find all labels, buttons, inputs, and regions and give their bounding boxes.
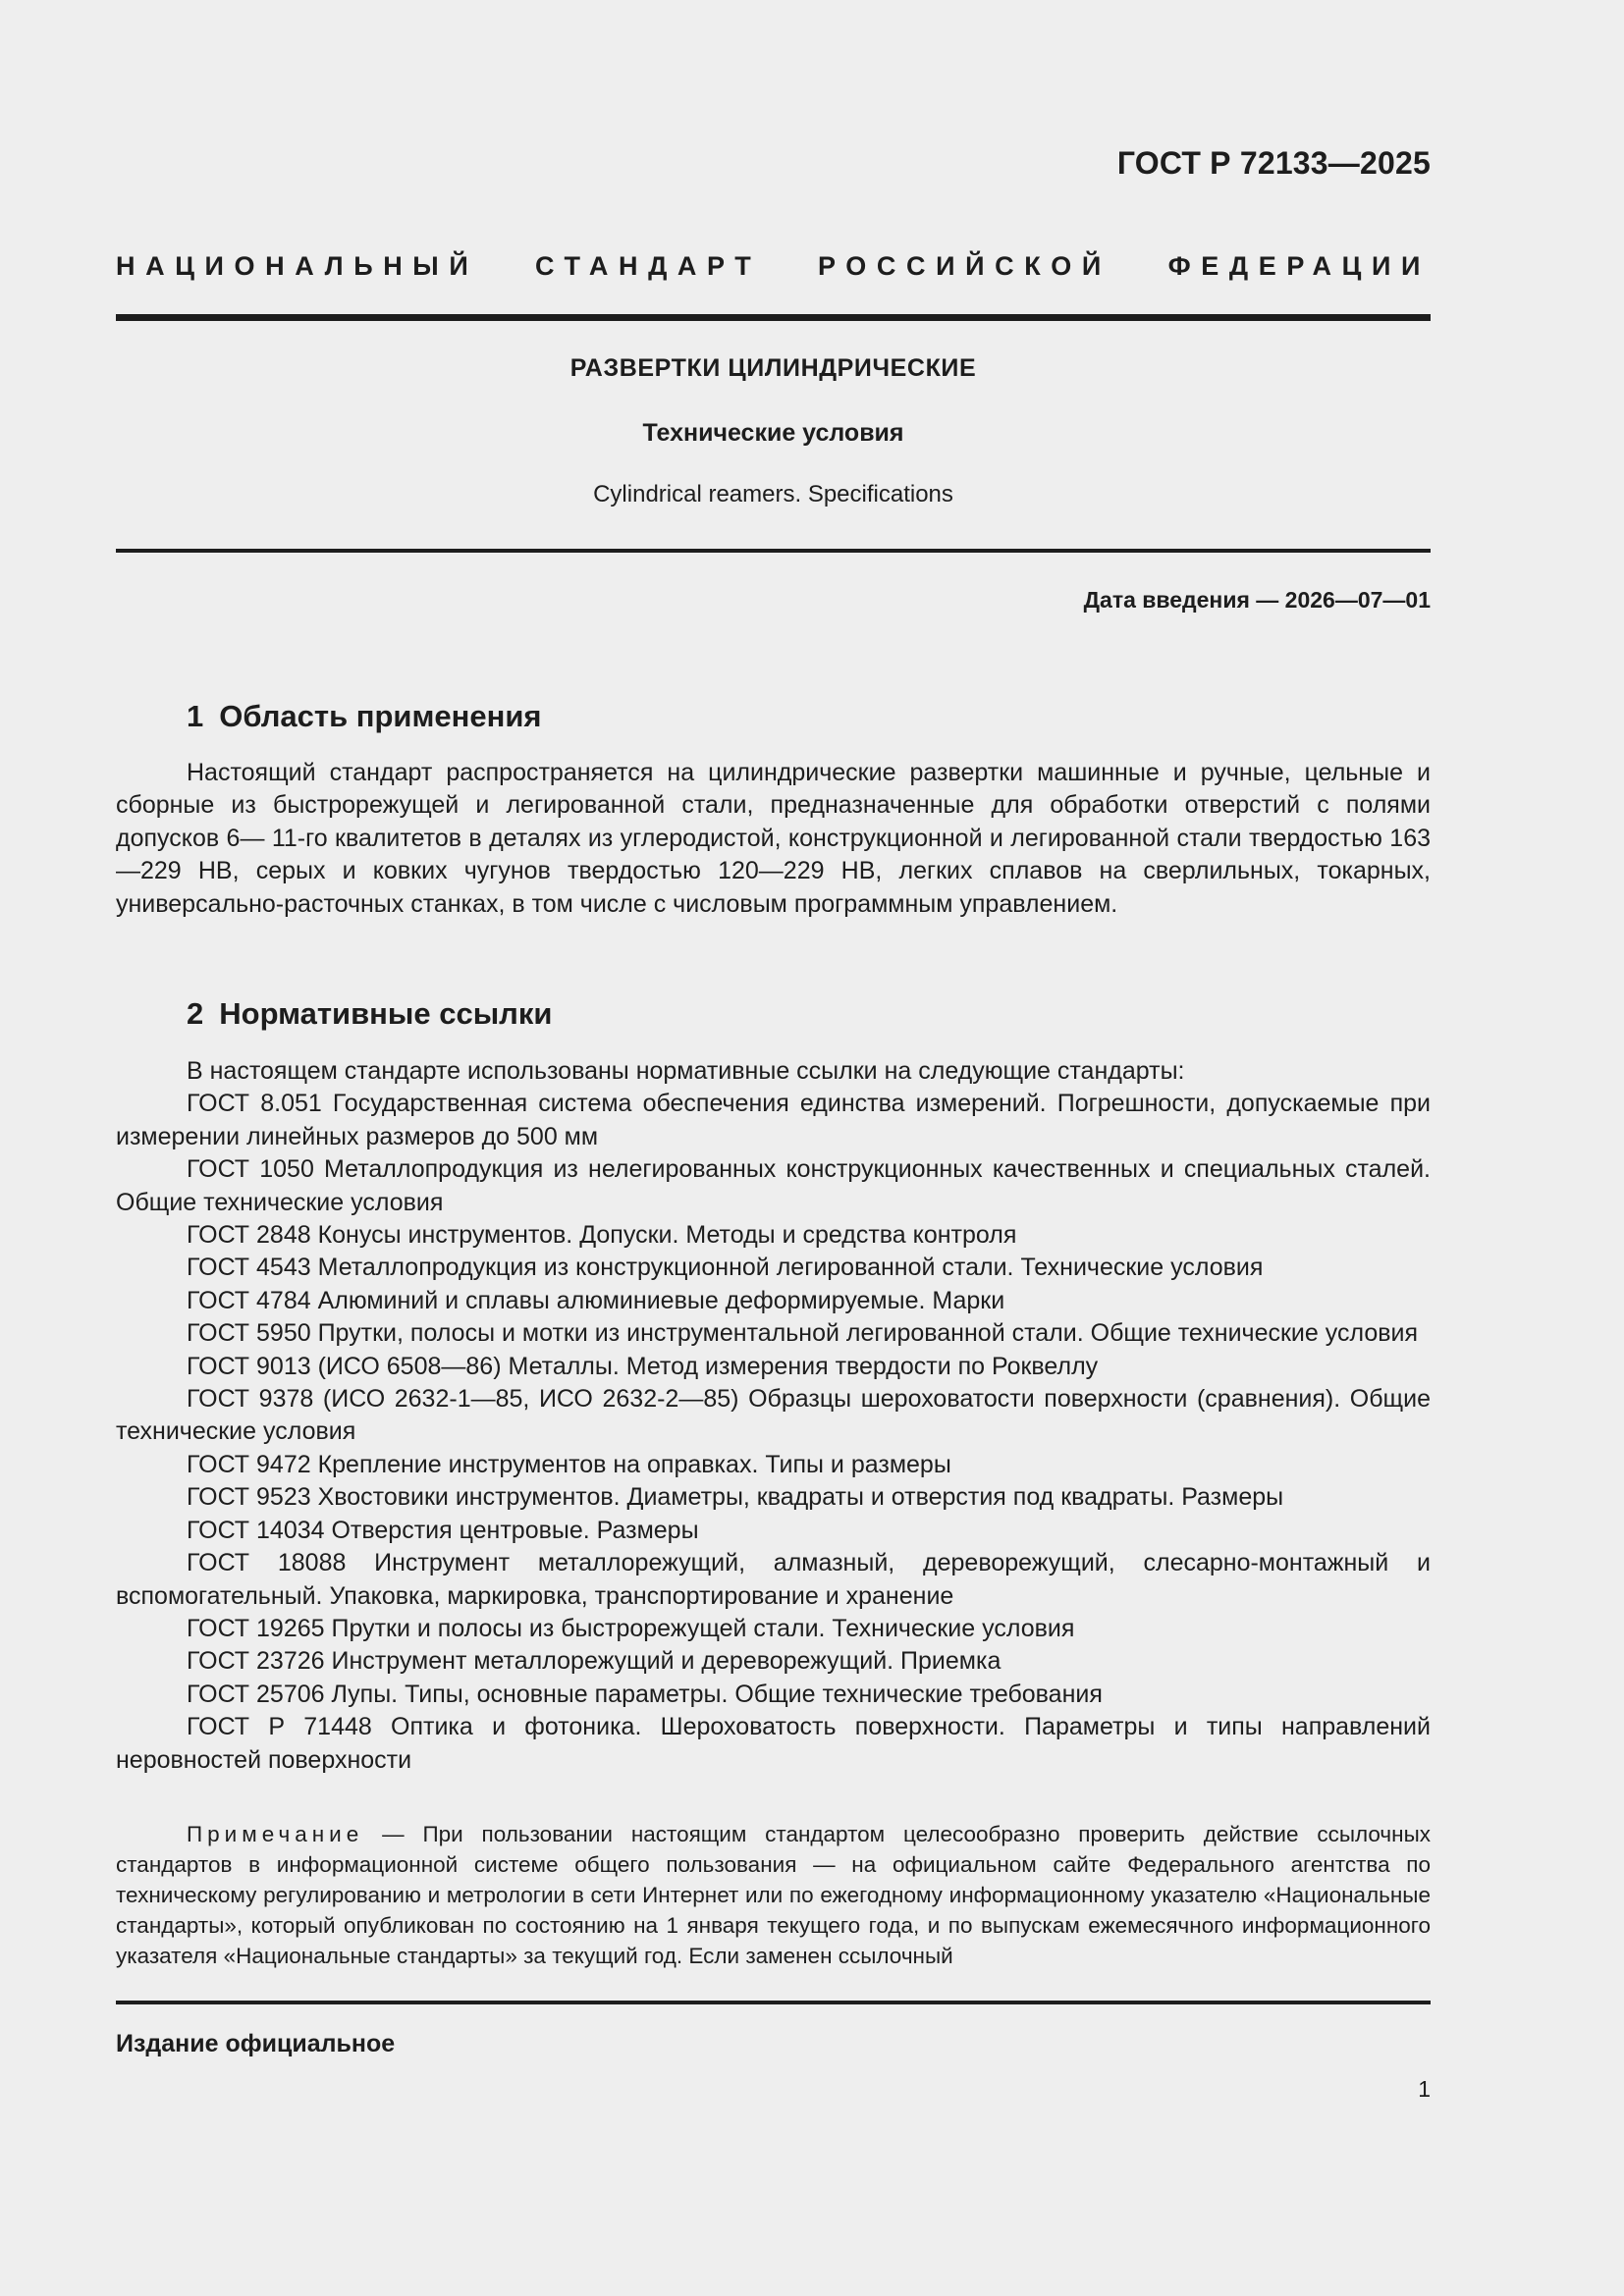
header-divider-bottom bbox=[116, 549, 1431, 553]
reference-item: ГОСТ 18088 Инструмент металлорежущий, алмазный, дереворежущий, слесарно-монтажный и вспомогательный. Упаковка, маркировка, транспортирование и хранение bbox=[116, 1549, 1431, 1610]
references-list bbox=[116, 1055, 1431, 1777]
reference-item: ГОСТ 2848 Конусы инструментов. Допуски. Методы и средства контроля bbox=[187, 1221, 1017, 1250]
page-number: 1 bbox=[1418, 2076, 1431, 2102]
reference-item: ГОСТ 5950 Прутки, полосы и мотки из инструментальной легированной стали. Общие технические условия bbox=[187, 1319, 1419, 1348]
reference-item: ГОСТ 23726 Инструмент металлорежущий и дереворежущий. Приемка bbox=[187, 1647, 1001, 1676]
references-intro: В настоящем стандарте использованы нормативные ссылки на следующие стандарты: bbox=[187, 1057, 1185, 1085]
reference-item: ГОСТ 8.051 Государственная система обеспечения единства измерений. Погрешности, допускаемые при измерении линейных размеров до 500 мм bbox=[116, 1090, 1431, 1150]
section-1-number: 1 bbox=[187, 699, 204, 733]
reference-item: ГОСТ 1050 Металлопродукция из нелегированных конструкционных качественных и специальных сталей. Общие технические условия bbox=[116, 1155, 1431, 1216]
section-1-heading bbox=[187, 699, 542, 734]
reference-item: ГОСТ 9378 (ИСО 2632-1—85, ИСО 2632-2—85) Образцы шероховатости поверхности (сравнения). Общие технические условия bbox=[116, 1385, 1431, 1446]
document-title-english: Cylindrical reamers. Specifications bbox=[593, 481, 953, 507]
document-id: ГОСТ Р 72133—2025 bbox=[1116, 145, 1431, 181]
note-text: — При пользовании настоящим стандартом целесообразно проверить действие ссылочных стандартов в информационной системе общего пользования — на официальном сайте Федерального агентства по техническому регулированию и метрологии в сети Интернет или по ежегодному информационному указателю «Национальные стандарты», который опубликован по состоянию на 1 января текущего года, и по выпускам ежемесячного информационного указателя «Национальные стандарты» за текущий год. Если заменен ссылочный bbox=[116, 1822, 1431, 1968]
section-2-heading bbox=[187, 996, 552, 1032]
official-edition-label: Издание официальное bbox=[116, 2030, 396, 2057]
section-1-body bbox=[116, 757, 1431, 921]
reference-item: ГОСТ 4784 Алюминий и сплавы алюминиевые деформируемые. Марки bbox=[187, 1286, 1005, 1314]
national-standard-banner: НАЦИОНАЛЬНЫЙ СТАНДАРТ РОССИЙСКОЙ ФЕДЕРАЦИИ bbox=[116, 251, 1431, 281]
reference-item: ГОСТ Р 71448 Оптика и фотоника. Шероховатость поверхности. Параметры и типы направлений неровностей поверхности bbox=[116, 1713, 1431, 1774]
footer-divider bbox=[116, 2001, 1431, 2004]
note-label: Примечание bbox=[187, 1822, 364, 1846]
reference-item: ГОСТ 9523 Хвостовики инструментов. Диаметры, квадраты и отверстия под квадраты. Размеры bbox=[187, 1483, 1284, 1512]
reference-item: ГОСТ 9472 Крепление инструментов на оправках. Типы и размеры bbox=[187, 1450, 951, 1478]
reference-item: ГОСТ 14034 Отверстия центровые. Размеры bbox=[187, 1516, 699, 1544]
section-2-number: 2 bbox=[187, 996, 204, 1031]
header-divider-top bbox=[116, 314, 1431, 321]
references-note bbox=[116, 1819, 1431, 1971]
reference-item: ГОСТ 19265 Прутки и полосы из быстрорежущей стали. Технические условия bbox=[187, 1614, 1075, 1642]
reference-item: ГОСТ 9013 (ИСО 6508—86) Металлы. Метод измерения твердости по Роквеллу bbox=[187, 1352, 1099, 1380]
introduction-date: Дата введения — 2026—07—01 bbox=[1083, 587, 1431, 613]
document-subtitle: Технические условия bbox=[642, 419, 904, 447]
document-title: РАЗВЕРТКИ ЦИЛИНДРИЧЕСКИЕ bbox=[569, 354, 977, 382]
section-1-paragraph: Настоящий стандарт распространяется на цилиндрические развертки машинные и ручные, цельные и сборные из быстрорежущей и легированной стали, предназначенные для обработки отверстий с полями допусков 6— 11-го квалитетов в деталях из углеродистой, конструкционной и легированной стали твердостью 163—229 НВ, серых и ковких чугунов твердостью 120—229 НВ, легких сплавов на сверлильных, токарных, универсально-расточных станках, в том числе с числовым программным управлением. bbox=[116, 759, 1431, 918]
note-paragraph bbox=[116, 1819, 1431, 1971]
section-1-title: Область применения bbox=[219, 699, 542, 733]
reference-item: ГОСТ 4543 Металлопродукция из конструкционной легированной стали. Технические условия bbox=[187, 1254, 1264, 1282]
section-2-title: Нормативные ссылки bbox=[219, 996, 553, 1031]
reference-item: ГОСТ 25706 Лупы. Типы, основные параметры. Общие технические требования bbox=[187, 1680, 1103, 1708]
